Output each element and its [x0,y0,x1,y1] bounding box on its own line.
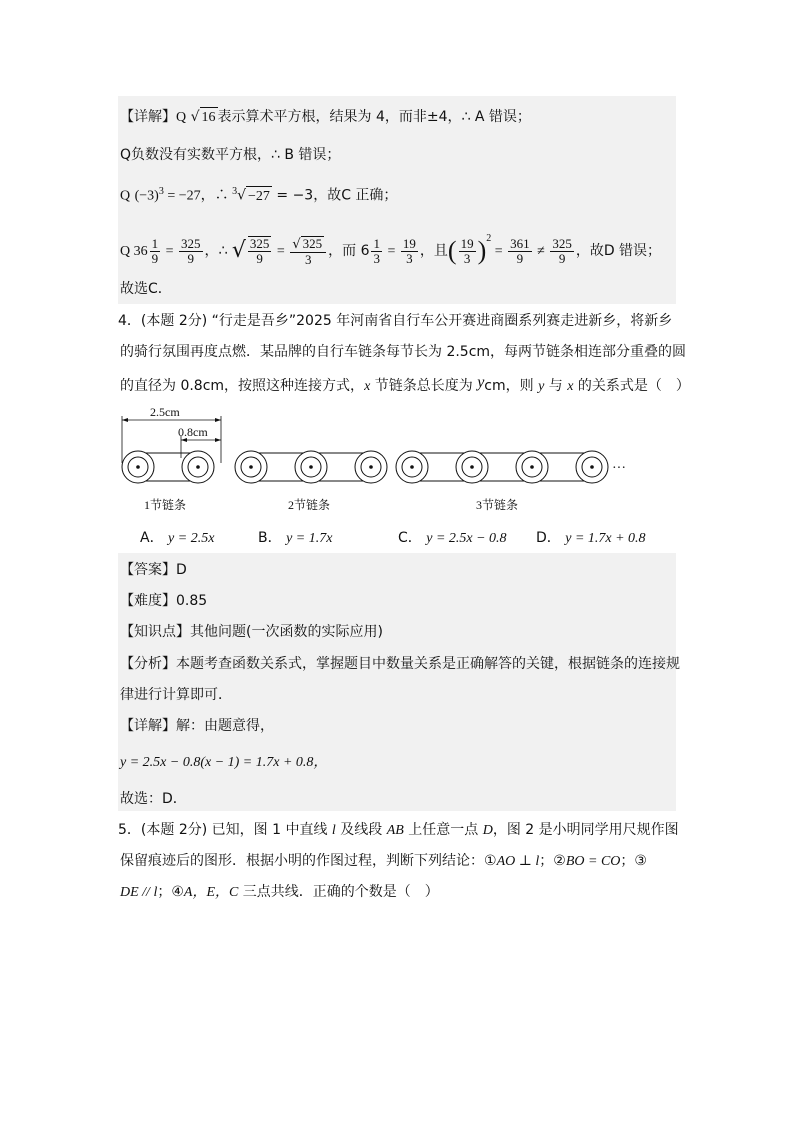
chain-3 [396,451,608,483]
option-b: B． y = 1.7x [258,530,333,546]
option-d: D． y = 1.7x + 0.8 [536,530,646,546]
analysis-line-2: 律进行计算即可． [120,687,232,703]
detail-line: 【详解】解：由题意得， [120,718,274,734]
answer-line: 【答案】D [120,562,187,578]
q4-line-2: 的骑行氛围再度点燃．某品牌的自行车链条每节长为 2.5cm，每两节链条相连部分重叠的圆 [120,344,687,360]
q5-line-2: 保留痕迹后的图形．根据小明的作图过程，判断下列结论：①AO ⊥ l；②BO = CO；③ [120,853,647,869]
choose-line: 故选：D． [120,791,187,807]
detail-line-3: Q $(-3)^3 = -27$，∴ $^3$√ −27 = −3，故C 正确； [120,182,397,207]
q4-line-3: 的直径为 0.8cm，按照这种连接方式，x 节链条总长度为 ycm，则 y 与 x 的关系式是（ ） [120,374,690,394]
chain-1 [122,451,214,483]
dim-08-label: 0.8cm [178,425,208,439]
caption-2: 2节链条 [288,498,331,512]
detail-line-1: 【详解】Q √ 16 表示算术平方根，结果为 4，而非±4，∴ A 错误； [120,107,531,128]
option-c: C． y = 2.5x − 0.8 [398,530,507,546]
detail-line-4: Q 36 $\frac{1}{9}$ = $\frac{325}{9}$ ，∴ √ $\frac{325}{9}$ = $\frac{√ 325}{3}$ ，而 6 $\frac{1}{3}$ = $\frac{19}{3}$ ，且( $\frac{19}{3}$ )$^2$ = $\frac{361}{9}$ ≠ $\frac{325}{9}$ ，故D 错误； [120,233,662,267]
q5-line-1: 5．(本题 2分) 已知，图 1 中直线 l 及线段 AB 上任意一点 D，图 2 是小明同学用尺规作图 [118,822,679,838]
detail-tag: 【详解】 [120,109,176,125]
chain-2 [235,451,387,483]
sqrt-16: √ 16 [191,109,218,125]
q4-line-1: 4．(本题 2分) “行走是吾乡”2025 年河南省自行车公开赛进商圈系列赛走进新乡，将新乡 [118,313,673,329]
caption-3: 3节链条 [476,498,519,512]
detail-line-5: 故选C． [120,281,172,297]
detail-line-2: Q负数没有实数平方根，∴ B 错误； [120,147,341,163]
knowledge-line: 【知识点】其他问题(一次函数的实际应用) [120,624,383,640]
chain-ellipsis: ··· [612,461,626,476]
chain-figure [112,403,672,513]
analysis-line-1: 【分析】本题考查函数关系式，掌握题目中数量关系是正确解答的关键，根据链条的连接规 [120,656,680,672]
formula-line: y = 2.5x − 0.8(x − 1) = 1.7x + 0.8， [120,755,328,770]
caption-1: 1节链条 [144,498,187,512]
difficulty-line: 【难度】0.85 [120,593,208,609]
q5-line-3: DE // l；④A，E，C 三点共线．正确的个数是（ ） [120,884,439,900]
option-a: A． y = 2.5x [140,530,215,546]
dim-25-label: 2.5cm [150,405,180,419]
